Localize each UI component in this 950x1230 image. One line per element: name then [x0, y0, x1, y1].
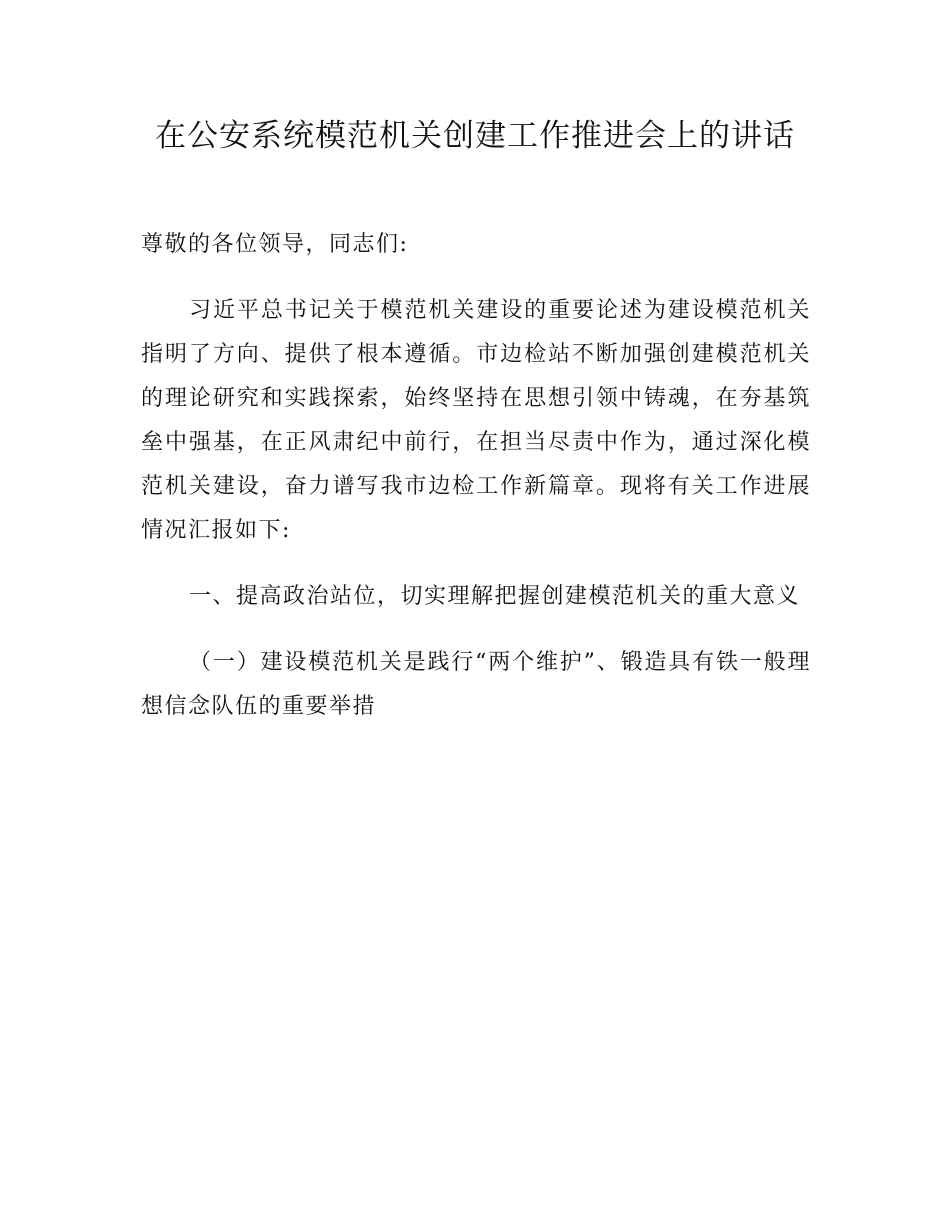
document-body: [141, 223, 811, 729]
subsection-heading-1: （一）建设模范机关是践行“两个维护”、锻造具有铁一般理想信念队伍的重要举措: [141, 650, 811, 719]
salutation: 尊敬的各位领导，同志们:: [141, 232, 409, 257]
document-title: 在公安系统模范机关创建工作推进会上的讲话: [155, 118, 795, 154]
section-heading-1: 一、提高政治站位，切实理解把握创建模范机关的重大意义: [189, 584, 801, 609]
intro-paragraph: 习近平总书记关于模范机关建设的重要论述为建设模范机关指明了方向、提供了根本遵循。市边检站不断加强创建模范机关的理论研究和实践探索，始终坚持在思想引领中铸魂，在夯基筑垒中强基，在正风肃纪中前行，在担当尽责中作为，通过深化模范机关建设，奋力谱写我市边检工作新篇章。现将有关工作进展情况汇报如下:: [141, 298, 811, 543]
